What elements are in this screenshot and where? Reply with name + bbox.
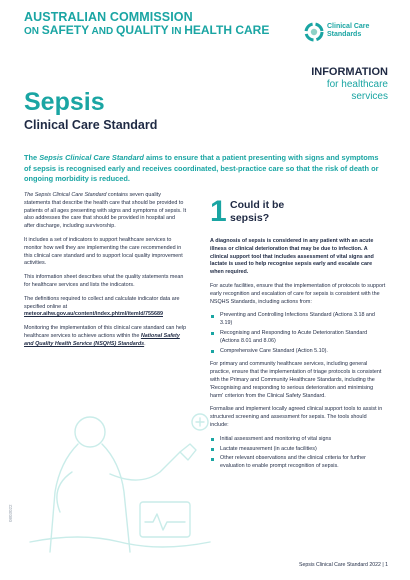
page-footer: Sepsis Clinical Care Standard 2022 | 1 <box>298 562 388 568</box>
right-column <box>210 238 386 477</box>
left-paragraph-5: Monitoring the implementation of this clinical care standard can help healthcare services to achieve actions within the National Safety and Quality Health Service (NSQHS) Standards. <box>24 325 187 347</box>
section-lead: A diagnosis of sepsis is considered in any patient with an acute illness or clinical deterioration that may be due to infection. A clinical support tool that includes assessment of vital signs and lactate is used to help recognise sepsis early and escalate care when required. <box>210 238 374 276</box>
section-paragraph-2: For primary and community healthcare services, including general practice, ensure that the implementation of triage protocols is consistent with the Primary and Community Healthcare Standards, including the 'Recognising and responding to serious deterioration and minimising harm' criterion from the Clinical Safety Standard. <box>210 361 382 399</box>
document-code: 0803022 <box>8 504 13 522</box>
intro-paragraph: The Sepsis Clinical Care Standard aims to ensure that a patient presenting with signs and symptoms of sepsis is recognised early and receives coordinated, best-practice care so that the risk of death or ongoing morbidity is reduced. <box>24 153 379 183</box>
org-name-line1: AUSTRALIAN COMMISSION <box>24 10 193 24</box>
tools-list <box>210 436 386 471</box>
section-number: 1 <box>210 195 227 228</box>
nsqhs-standards-link[interactable]: National Safety and Quality Health Service (NSQHS) Standards <box>24 332 180 347</box>
org-name-line2: ON SAFETY AND QUALITY IN HEALTH CARE <box>24 23 270 37</box>
section-paragraph-1: For acute facilities, ensure that the implementation of protocols to support early recognition and escalation of care for sepsis is consistent with the NSQHS Standards, including actions from: <box>210 282 386 305</box>
information-badge: INFORMATION for healthcare services <box>311 66 388 102</box>
left-paragraph-3: This information sheet describes what the quality statements mean for healthcare services and lists the indicators. <box>24 274 184 288</box>
left-paragraph-2: It includes a set of indicators to support healthcare services to monitor how well they are implementing the care recommended in this clinical care standard and to support local quality improvement activities. <box>24 236 183 267</box>
commission-logo-text <box>24 10 269 38</box>
section-heading: Could it be sepsis? <box>230 199 285 224</box>
list-item: Other relevant observations and the clinical criteria for further evaluation to enable prompt recognition of sepsis. <box>210 455 386 471</box>
left-paragraph-1: The Sepsis Clinical Care Standard contains seven quality statements that describe the health care that should be provided to patients of all ages presenting with signs and symptoms of sepsis. It also addresses the care that should be provided in hospital and after discharge, including survivorship. <box>24 192 187 230</box>
left-column <box>24 192 187 355</box>
list-item: Initial assessment and monitoring of vital signs <box>210 436 386 444</box>
list-item: Lactate measurement (in acute facilities) <box>210 446 386 454</box>
clinical-care-standards-logo-icon <box>304 22 324 42</box>
acute-actions-list <box>210 312 386 355</box>
list-item: Comprehensive Care Standard (Action 5.10). <box>210 348 386 356</box>
page-subtitle: Clinical Care Standard <box>24 118 158 132</box>
patient-illustration-icon <box>20 392 225 562</box>
page-title: Sepsis <box>24 88 105 116</box>
list-item: Recognising and Responding to Acute Deterioration Standard (Actions 8.01 and 8.06) <box>210 330 386 346</box>
left-paragraph-4: The definitions required to collect and calculate indicator data are specified online at meteor.aihw.gov.au/content/index.phtml/itemId/755689 <box>24 295 180 318</box>
list-item: Preventing and Controlling Infections Standard (Actions 3.18 and 3.19) <box>210 312 386 328</box>
meteor-link[interactable]: meteor.aihw.gov.au/content/index.phtml/itemId/755689 <box>24 311 163 318</box>
clinical-care-standards-label: Clinical Care Standards <box>327 23 370 38</box>
section-paragraph-3: Formalise and implement locally agreed clinical support tools to assist in structured screening and assessment for sepsis. The tools should include: <box>210 406 383 428</box>
